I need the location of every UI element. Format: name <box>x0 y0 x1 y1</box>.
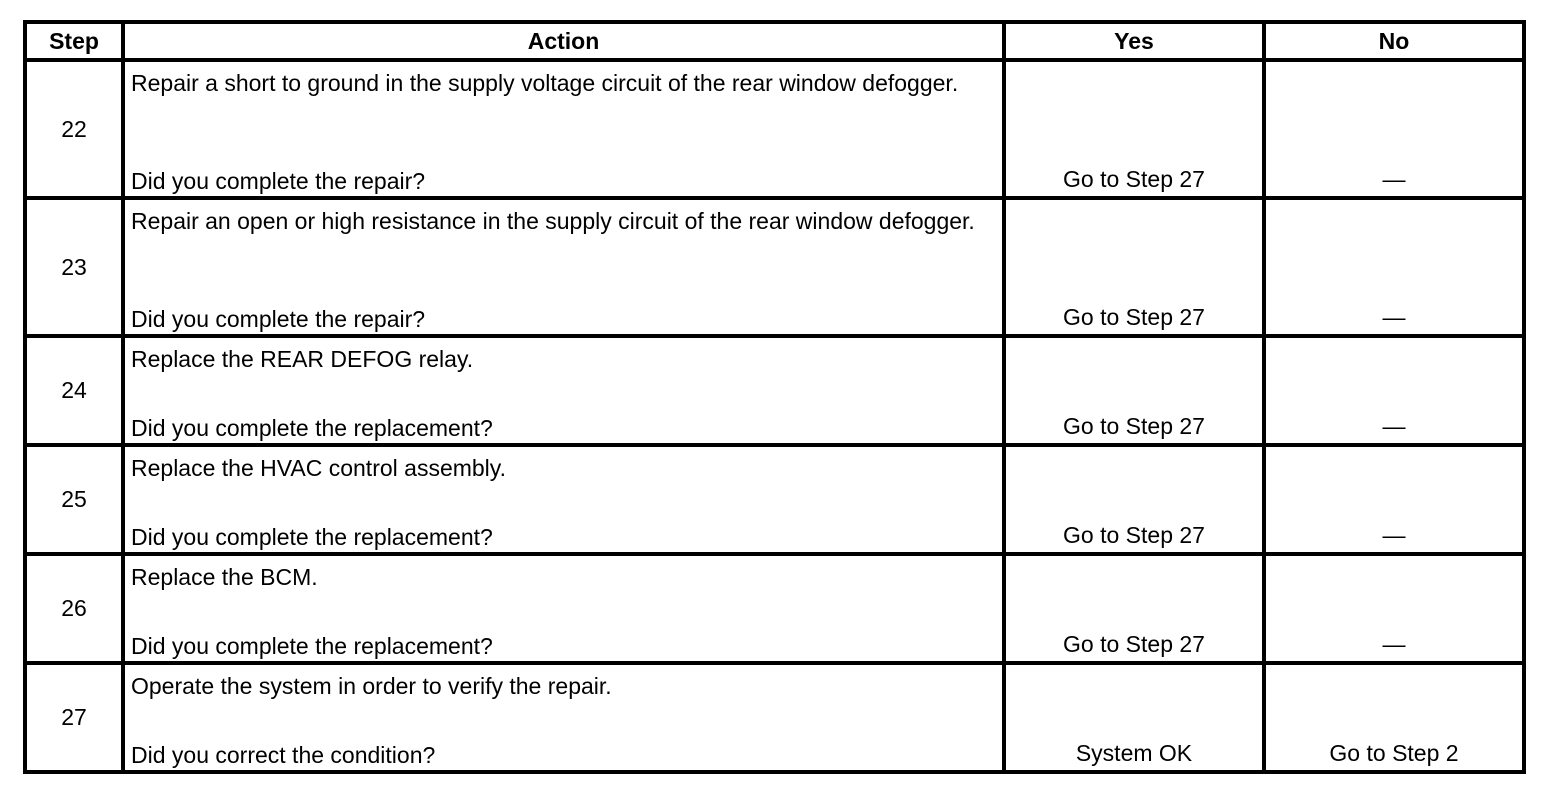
step-number: 24 <box>25 336 123 445</box>
header-yes: Yes <box>1004 22 1264 60</box>
no-result: — <box>1382 522 1406 548</box>
diagnostic-steps-table <box>23 20 1526 774</box>
yes-cell <box>1004 663 1264 772</box>
action-cell <box>123 198 1004 336</box>
yes-result: Go to Step 27 <box>1063 304 1205 330</box>
action-question: Did you complete the replacement? <box>131 524 493 550</box>
yes-result: System OK <box>1075 740 1193 766</box>
action-cell <box>123 663 1004 772</box>
no-cell <box>1264 60 1524 198</box>
no-result: Go to Step 2 <box>1329 740 1459 766</box>
yes-result: Go to Step 27 <box>1063 522 1205 548</box>
no-cell <box>1264 663 1524 772</box>
action-instruction: Repair an open or high resistance in the supply circuit of the rear window defogger. <box>131 208 975 234</box>
header-action: Action <box>123 22 1004 60</box>
table-row <box>25 198 1524 336</box>
no-cell <box>1264 336 1524 445</box>
no-result: — <box>1382 304 1406 330</box>
action-instruction: Replace the HVAC control assembly. <box>131 455 506 481</box>
action-instruction: Operate the system in order to verify the repair. <box>131 673 612 699</box>
header-step: Step <box>25 22 123 60</box>
step-number: 23 <box>25 198 123 336</box>
yes-cell <box>1004 554 1264 663</box>
table-header-row <box>25 22 1524 60</box>
header-no: No <box>1264 22 1524 60</box>
table-row <box>25 663 1524 772</box>
no-result: — <box>1382 413 1406 439</box>
no-cell <box>1264 198 1524 336</box>
action-cell <box>123 60 1004 198</box>
action-cell <box>123 445 1004 554</box>
no-cell <box>1264 554 1524 663</box>
action-instruction: Replace the REAR DEFOG relay. <box>131 346 474 372</box>
action-cell <box>123 554 1004 663</box>
table-row <box>25 60 1524 198</box>
action-instruction: Repair a short to ground in the supply voltage circuit of the rear window defogger. <box>131 70 959 96</box>
yes-result: Go to Step 27 <box>1063 631 1205 657</box>
action-question: Did you correct the condition? <box>131 742 436 768</box>
yes-cell <box>1004 60 1264 198</box>
table-row <box>25 554 1524 663</box>
step-number: 25 <box>25 445 123 554</box>
table-row <box>25 336 1524 445</box>
yes-cell <box>1004 198 1264 336</box>
step-number: 27 <box>25 663 123 772</box>
action-question: Did you complete the repair? <box>131 168 426 194</box>
action-question: Did you complete the repair? <box>131 306 426 332</box>
action-instruction: Replace the BCM. <box>131 564 318 590</box>
no-result: — <box>1382 166 1406 192</box>
no-result: — <box>1382 631 1406 657</box>
action-question: Did you complete the replacement? <box>131 633 493 659</box>
yes-result: Go to Step 27 <box>1063 166 1205 192</box>
yes-result: Go to Step 27 <box>1063 413 1205 439</box>
action-cell <box>123 336 1004 445</box>
yes-cell <box>1004 336 1264 445</box>
table-row <box>25 445 1524 554</box>
action-question: Did you complete the replacement? <box>131 415 493 441</box>
step-number: 22 <box>25 60 123 198</box>
yes-cell <box>1004 445 1264 554</box>
step-number: 26 <box>25 554 123 663</box>
no-cell <box>1264 445 1524 554</box>
